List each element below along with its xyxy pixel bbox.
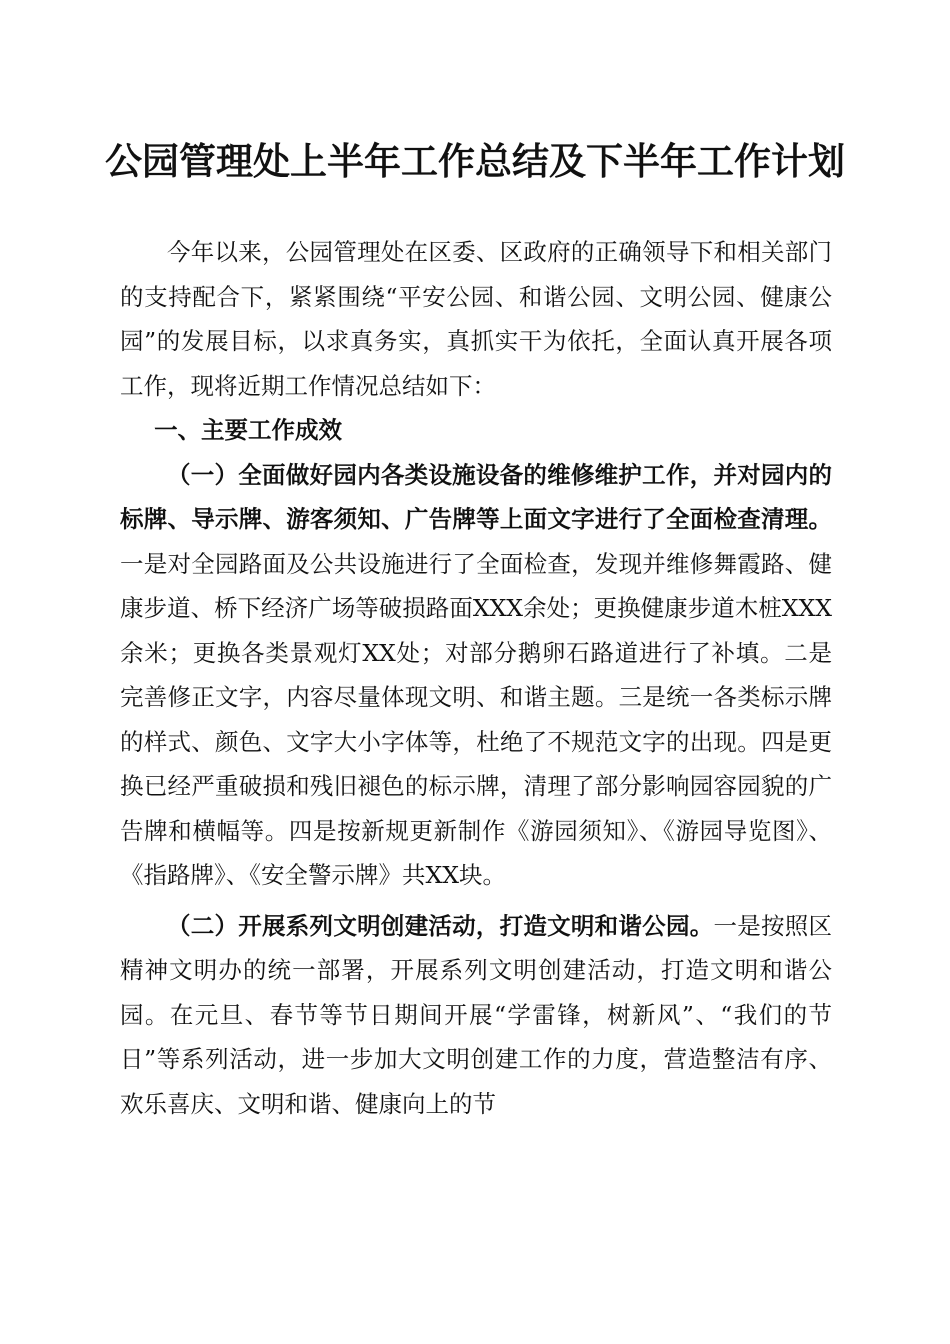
intro-paragraph: 今年以来，公园管理处在区委、区政府的正确领导下和相关部门的支持配合下，紧紧围绕“平安公园、和谐公园、文明公园、健康公园”的发展目标，以求真务实，真抓实干为依托，全面认真开展各项工作，现将近期工作情况总结如下：: [120, 238, 832, 400]
item-lead-text: （二）开展系列文明创建活动，打造文明和谐公园。: [167, 911, 714, 940]
document-title: 公园管理处上半年工作总结及下半年工作计划: [105, 139, 845, 183]
section-item-paragraph: [120, 453, 832, 898]
item-body-text: 一是按照区精神文明办的统一部署，开展系列文明创建活动，打造文明和谐公园。在元旦、春节等节日期间开展“学雷锋，树新风”、“我们的节日”等系列活动，进一步加大文明创建工作的力度，营造整洁有序、欢乐喜庆、文明和谐、健康向上的节: [120, 911, 833, 1118]
section-item-paragraph: [120, 904, 832, 1127]
item-body-text: 一是对全园路面及公共设施进行了全面检查，发现并维修舞霞路、健康步道、桥下经济广场等破损路面XXX余处；更换健康步道木桩XXX余米；更换各类景观灯XX处；对部分鹅卵石路道进行了补填。二是完善修正文字，内容尽量体现文明、和谐主题。三是统一各类标示牌的样式、颜色、文字大小字体等，杜绝了不规范文字的出现。四是更换已经严重破损和残旧褪色的标示牌，清理了部分影响园容园貌的广告牌和横幅等。四是按新规更新制作《游园须知》、《游园导览图》、《指路牌》、《安全警示牌》共XX块。: [120, 549, 832, 889]
document-body: [120, 230, 832, 1126]
item-lead-text: （一）全面做好园内各类设施设备的维修维护工作，并对园内的标牌、导示牌、游客须知、广告牌等上面文字进行了全面检查清理。: [120, 460, 832, 533]
section-heading: 一、主要工作成效: [154, 416, 343, 444]
